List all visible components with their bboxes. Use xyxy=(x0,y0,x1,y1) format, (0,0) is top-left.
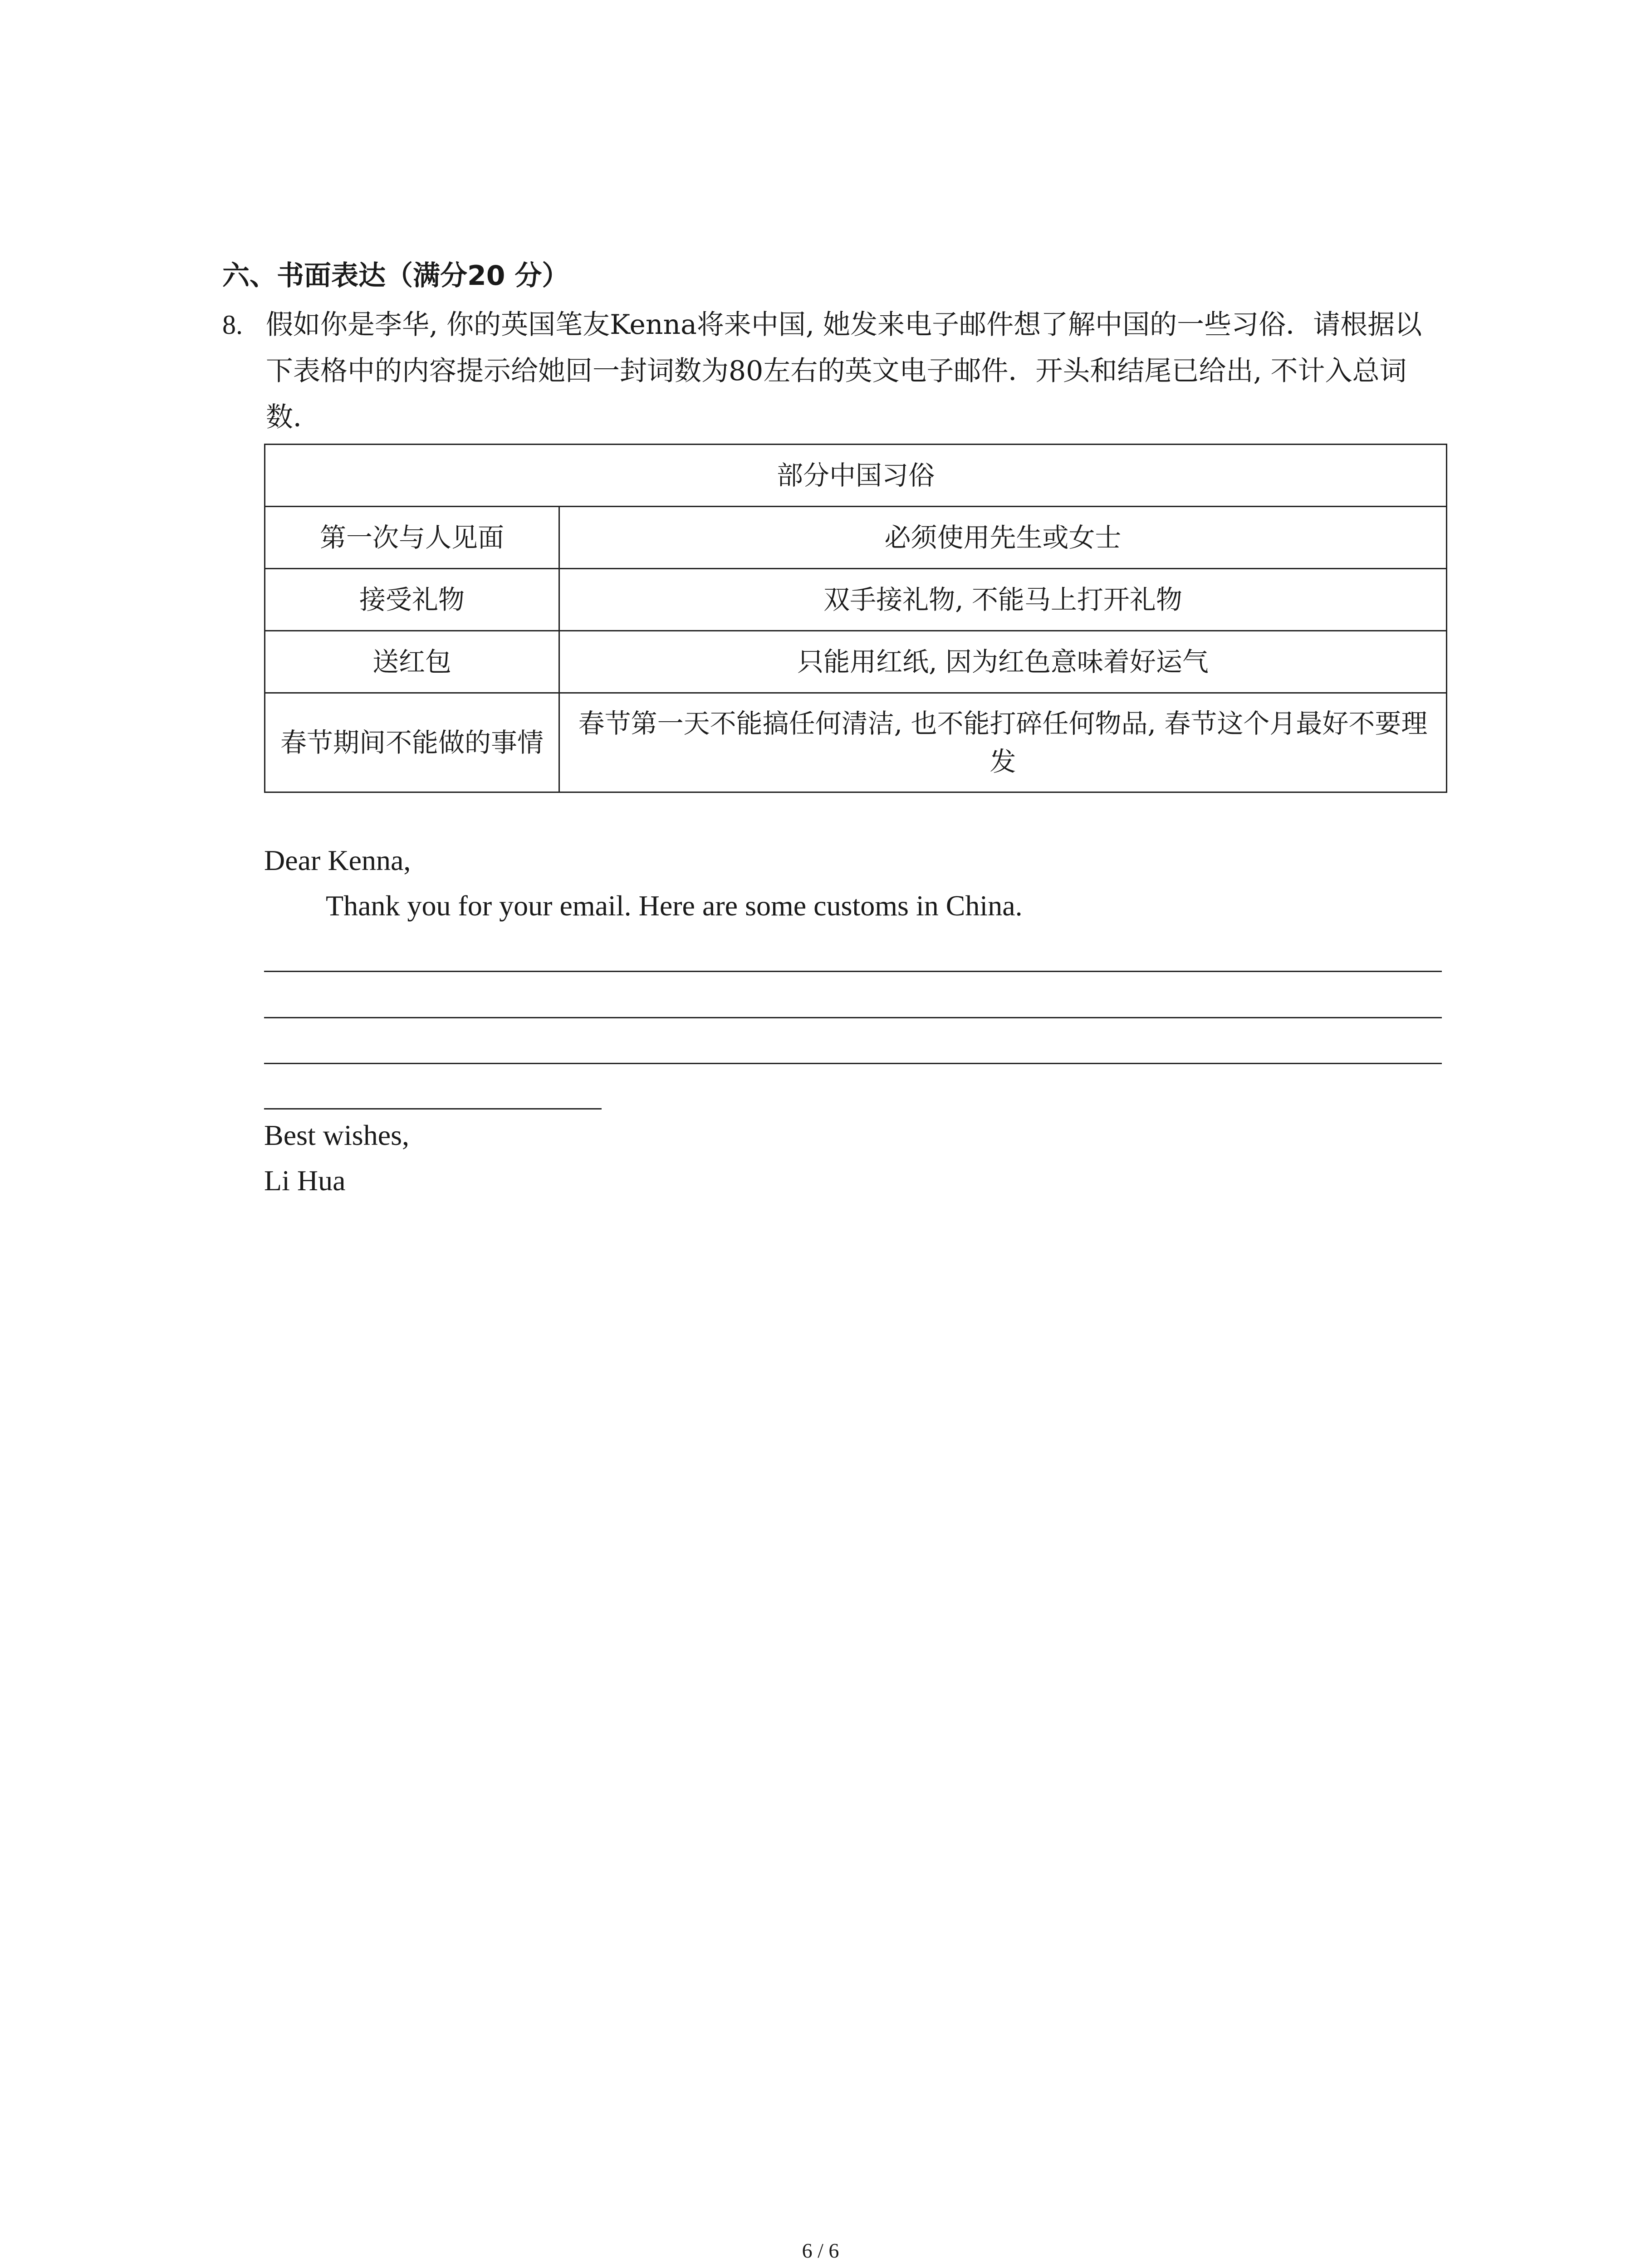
letter-opening: Thank you for your email. Here are some customs in China. xyxy=(326,890,1023,922)
table-header-row xyxy=(265,445,1447,507)
letter-closing: Best wishes, xyxy=(264,1119,409,1151)
table-row xyxy=(265,569,1447,631)
section-title: 六、书面表达（满分20 分） xyxy=(222,260,569,292)
table-cell-detail: 双手接礼物, 不能马上打开礼物 xyxy=(559,569,1447,631)
customs-table xyxy=(264,444,1447,793)
page-number: 6 / 6 xyxy=(802,2239,839,2262)
answer-line xyxy=(264,1017,1442,1018)
table-cell-detail: 只能用红纸, 因为红色意味着好运气 xyxy=(559,631,1447,693)
table-cell-detail: 必须使用先生或女士 xyxy=(559,507,1447,569)
answer-line xyxy=(264,1063,1442,1064)
table-cell-item: 接受礼物 xyxy=(265,569,559,631)
table-row xyxy=(265,693,1447,792)
answer-line xyxy=(264,971,1442,972)
table-row xyxy=(265,631,1447,693)
table-header: 部分中国习俗 xyxy=(265,445,1447,507)
table-cell-detail: 春节第一天不能搞任何清洁, 也不能打碎任何物品, 春节这个月最好不要理发 xyxy=(559,693,1447,792)
question-number: 8. xyxy=(222,310,243,340)
table-cell-item: 春节期间不能做的事情 xyxy=(265,693,559,792)
table-row xyxy=(265,507,1447,569)
letter-signature: Li Hua xyxy=(264,1164,346,1197)
question-block xyxy=(222,302,1447,440)
question-text: 假如你是李华, 你的英国笔友Kenna将来中国, 她发来电子邮件想了解中国的一些习俗．请根据以下表格中的内容提示给她回一封词数为80左右的英文电子邮件．开头和结尾已给出, 不计入总词数． xyxy=(266,309,1422,433)
answer-line-short xyxy=(264,1108,602,1110)
table-cell-item: 送红包 xyxy=(265,631,559,693)
table-cell-item: 第一次与人见面 xyxy=(265,507,559,569)
letter-greeting: Dear Kenna, xyxy=(264,844,411,876)
